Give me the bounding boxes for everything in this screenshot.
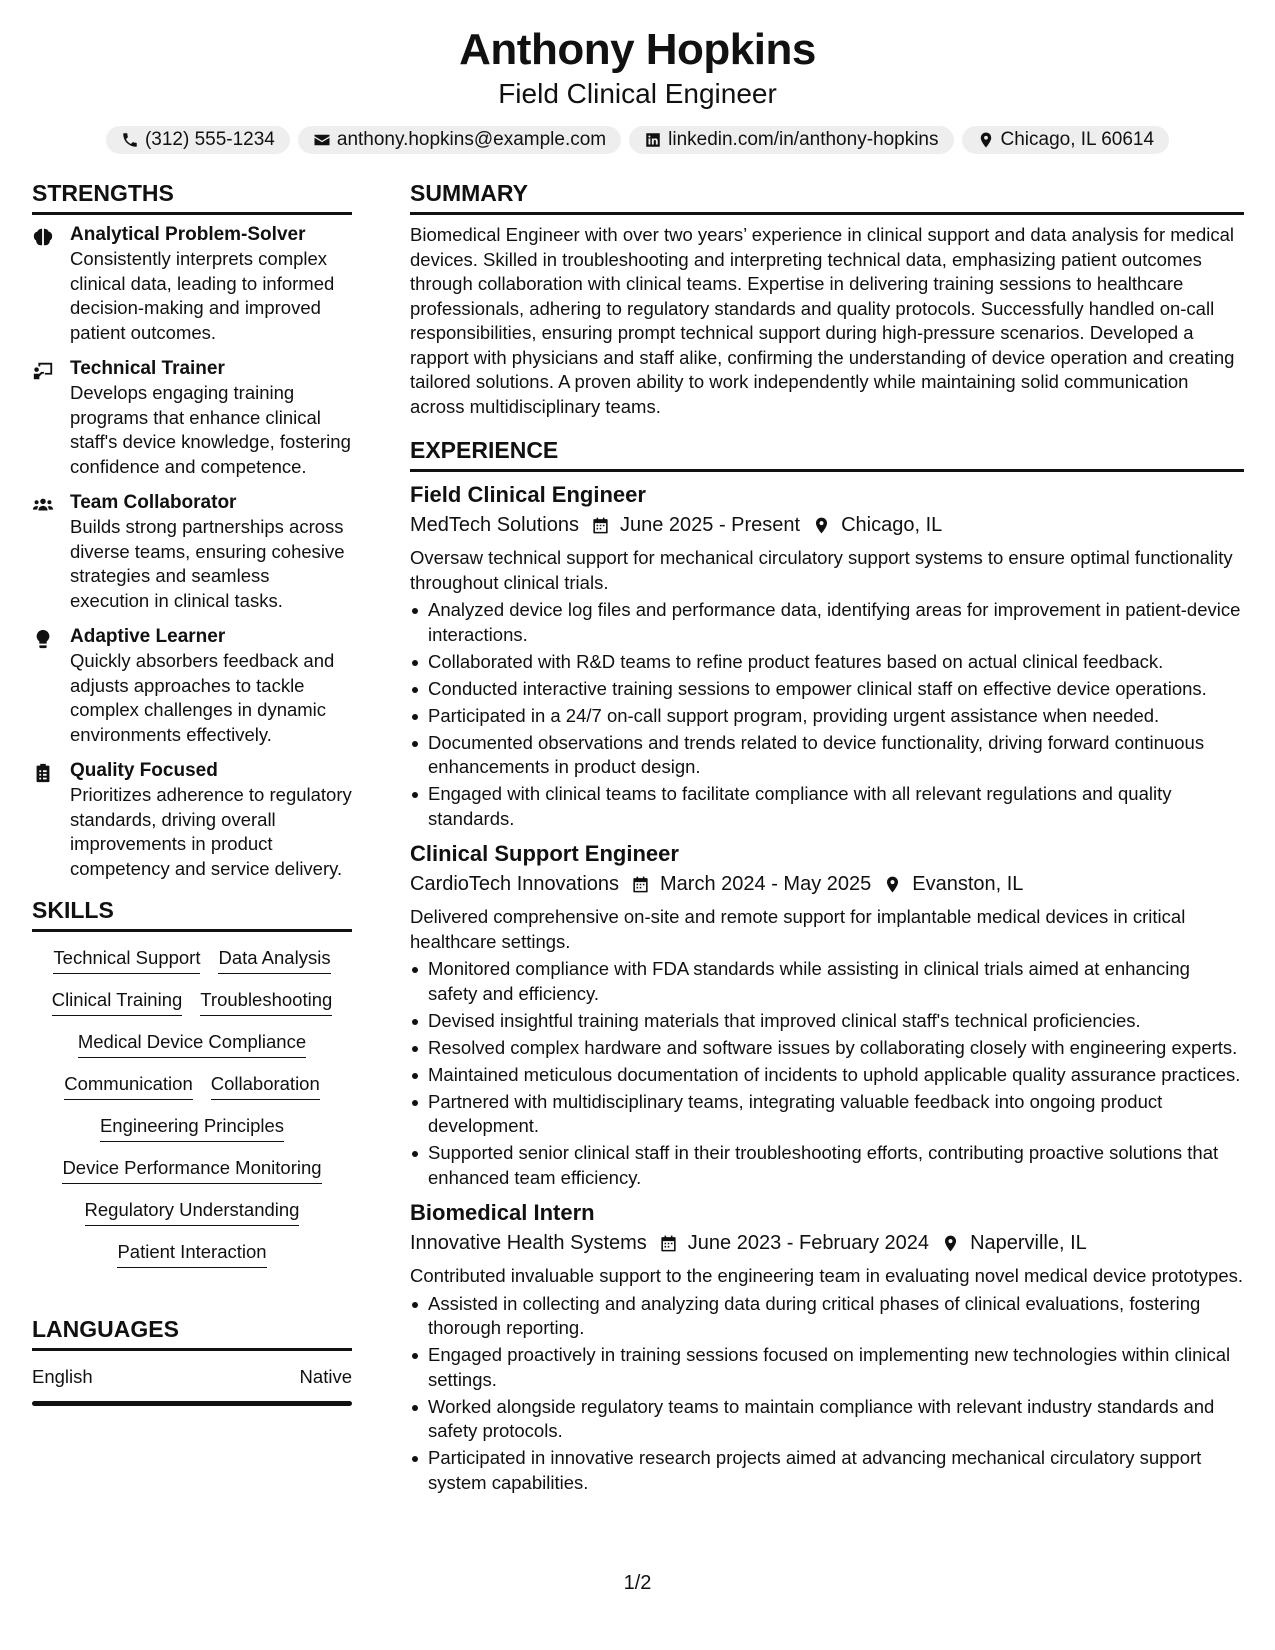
skill-tag: Data Analysis xyxy=(218,946,330,974)
contact-phone[interactable] xyxy=(106,126,290,154)
summary-heading: SUMMARY xyxy=(410,176,1244,215)
job-meta xyxy=(410,869,1244,899)
strength-desc: Builds strong partnerships across diverse teams, ensuring cohesive strategies and seamless execution in clinical tasks. xyxy=(70,516,345,611)
job-title: Field Clinical Engineer xyxy=(410,482,646,507)
contact-bar xyxy=(0,126,1275,154)
strength-desc: Prioritizes adherence to regulatory standards, driving overall improvements in product competency and service delivery. xyxy=(70,784,352,879)
strength-title: Adaptive Learner xyxy=(70,626,226,647)
email-icon xyxy=(313,131,331,149)
bullet-item: Maintained meticulous documentation of incidents to uphold applicable quality assurance practices. xyxy=(410,1063,1244,1088)
job-bullets xyxy=(410,1292,1244,1496)
skill-tag: Clinical Training xyxy=(52,988,183,1016)
strength-desc: Develops engaging training programs that enhance clinical staff's device knowledge, fostering confidence and competence. xyxy=(70,382,351,477)
job-description: Contributed invaluable support to the engineering team in evaluating novel medical device prototypes. xyxy=(410,1265,1244,1286)
strength-item xyxy=(32,625,352,747)
skill-tag: Communication xyxy=(64,1072,193,1100)
strength-item xyxy=(32,357,352,479)
location-icon xyxy=(812,516,831,535)
contact-location xyxy=(962,126,1170,154)
skill-tag: Troubleshooting xyxy=(200,988,332,1016)
bullet-item: Engaged proactively in training sessions focused on implementing new technologies within clinical settings. xyxy=(410,1343,1244,1392)
candidate-title: Field Clinical Engineer xyxy=(498,78,777,109)
skill-tag: Engineering Principles xyxy=(100,1114,284,1142)
job-bullets xyxy=(410,598,1244,831)
bullet-item: Worked alongside regulatory teams to maintain compliance with relevant industry standards and safety protocols. xyxy=(410,1395,1244,1444)
skill-tag: Patient Interaction xyxy=(117,1240,266,1268)
bullet-item: Participated in a 24/7 on-call support program, providing urgent assistance when needed. xyxy=(410,704,1244,729)
calendar-icon xyxy=(659,1234,678,1253)
bullet-item: Engaged with clinical teams to facilitate compliance with all relevant regulations and quality standards. xyxy=(410,782,1244,831)
email-text: anthony.hopkins@example.com xyxy=(336,129,607,150)
skill-tag: Collaboration xyxy=(211,1072,320,1100)
job-title: Biomedical Intern xyxy=(410,1200,595,1225)
job-entry xyxy=(410,480,1244,831)
phone-icon xyxy=(121,131,139,149)
summary-text: Biomedical Engineer with over two years’ experience in clinical support and data analysis for medical devices. Skilled in troubleshooting and interpreting technical data, emphasizing patient outcomes through collaboration with clinical teams. Expertise in delivering training sessions to healthcare professionals, adhering to regulatory standards and quality protocols. Successfully handled on-call responsibilities, ensuring prompt technical support during high-pressure scenarios. Developed a rapport with physicians and staff alike, confirming the understanding of device operation and creating tailored solutions. A proven ability to work independently while maintaining solid communication across multidisciplinary teams. xyxy=(410,224,1235,417)
skill-tag: Regulatory Understanding xyxy=(85,1198,300,1226)
job-dates: June 2023 - February 2024 xyxy=(687,1232,930,1254)
strength-desc: Consistently interprets complex clinical data, leading to informed decision-making and improved patient outcomes. xyxy=(70,248,335,343)
bullet-item: Collaborated with R&D teams to refine product features based on actual clinical feedback. xyxy=(410,650,1244,675)
chalkboard-teacher-icon xyxy=(32,360,54,382)
left-column xyxy=(32,176,352,1406)
skill-tag: Device Performance Monitoring xyxy=(62,1156,321,1184)
job-entry xyxy=(410,839,1244,1190)
job-company: CardioTech Innovations xyxy=(410,873,620,895)
right-column xyxy=(410,176,1244,1503)
skills-heading: SKILLS xyxy=(32,893,352,932)
job-description: Delivered comprehensive on-site and remote support for implantable medical devices in critical healthcare settings. xyxy=(410,906,1186,952)
job-company: Innovative Health Systems xyxy=(410,1232,647,1254)
contact-email[interactable] xyxy=(298,126,621,154)
calendar-icon xyxy=(631,875,650,894)
job-dates: March 2024 - May 2025 xyxy=(660,873,872,895)
bullet-item: Resolved complex hardware and software issues by collaborating closely with engineering experts. xyxy=(410,1036,1244,1061)
language-proficiency-bar xyxy=(32,1401,352,1406)
bullet-item: Analyzed device log files and performance data, identifying areas for improvement in patient-device interactions. xyxy=(410,598,1244,647)
job-dates: June 2025 - Present xyxy=(619,514,801,536)
skills-list xyxy=(32,940,352,1268)
strengths-heading: STRENGTHS xyxy=(32,176,352,215)
calendar-icon xyxy=(591,516,610,535)
strength-title: Technical Trainer xyxy=(70,358,225,379)
resume-header xyxy=(0,22,1275,154)
candidate-name: Anthony Hopkins xyxy=(459,25,816,74)
bullet-item: Assisted in collecting and analyzing data during critical phases of clinical evaluations, fostering thorough reporting. xyxy=(410,1292,1244,1341)
lightbulb-icon xyxy=(32,628,54,650)
users-icon xyxy=(32,494,54,516)
job-location: Chicago, IL xyxy=(841,514,943,536)
location-text: Chicago, IL 60614 xyxy=(1000,129,1155,150)
language-row xyxy=(32,1365,352,1401)
job-company: MedTech Solutions xyxy=(410,514,579,536)
bullet-item: Participated in innovative research projects aimed at advancing mechanical circulatory support system capabilities. xyxy=(410,1446,1244,1495)
location-icon xyxy=(883,875,902,894)
strength-desc: Quickly absorbers feedback and adjusts approaches to tackle complex challenges in dynamic environments effectively. xyxy=(70,650,335,745)
strength-item xyxy=(32,491,352,613)
phone-text: (312) 555-1234 xyxy=(144,129,275,150)
job-title: Clinical Support Engineer xyxy=(410,841,679,866)
skill-tag: Medical Device Compliance xyxy=(78,1030,306,1058)
strength-title: Analytical Problem-Solver xyxy=(70,224,306,245)
bullet-item: Conducted interactive training sessions to empower clinical staff on effective device operations. xyxy=(410,677,1244,702)
linkedin-text: linkedin.com/in/anthony-hopkins xyxy=(668,129,939,150)
location-icon xyxy=(977,131,995,149)
languages-heading: LANGUAGES xyxy=(32,1312,352,1351)
bullet-item: Documented observations and trends related to device functionality, driving forward continuous enhancements in product design. xyxy=(410,731,1244,780)
job-entry xyxy=(410,1198,1244,1495)
strength-item xyxy=(32,759,352,881)
bullet-item: Devised insightful training materials that improved clinical staff's technical proficiencies. xyxy=(410,1009,1244,1034)
brain-icon xyxy=(32,226,54,248)
language-level: Native xyxy=(299,1366,352,1387)
strength-item xyxy=(32,223,352,345)
contact-linkedin[interactable] xyxy=(629,126,953,154)
linkedin-icon xyxy=(644,131,662,149)
skill-tag: Technical Support xyxy=(53,946,200,974)
job-meta xyxy=(410,510,1244,540)
bullet-item: Monitored compliance with FDA standards while assisting in clinical trials aimed at enhancing safety and efficiency. xyxy=(410,957,1244,1006)
page-number: 1/2 xyxy=(623,1572,652,1594)
experience-heading: EXPERIENCE xyxy=(410,433,1244,472)
job-bullets xyxy=(410,957,1244,1190)
bullet-item: Partnered with multidisciplinary teams, integrating valuable feedback into ongoing product development. xyxy=(410,1090,1244,1139)
job-location: Naperville, IL xyxy=(970,1232,1087,1254)
job-description: Oversaw technical support for mechanical circulatory support systems to ensure optimal functionality throughout clinical trials. xyxy=(410,547,1233,593)
strength-title: Team Collaborator xyxy=(70,492,237,513)
bullet-item: Supported senior clinical staff in their troubleshooting efforts, contributing proactive solutions that enhanced team efficiency. xyxy=(410,1141,1244,1190)
strength-title: Quality Focused xyxy=(70,760,218,781)
job-meta xyxy=(410,1228,1244,1258)
location-icon xyxy=(941,1234,960,1253)
language-name: English xyxy=(32,1366,93,1387)
job-location: Evanston, IL xyxy=(912,873,1024,895)
clipboard-list-icon xyxy=(32,762,54,784)
